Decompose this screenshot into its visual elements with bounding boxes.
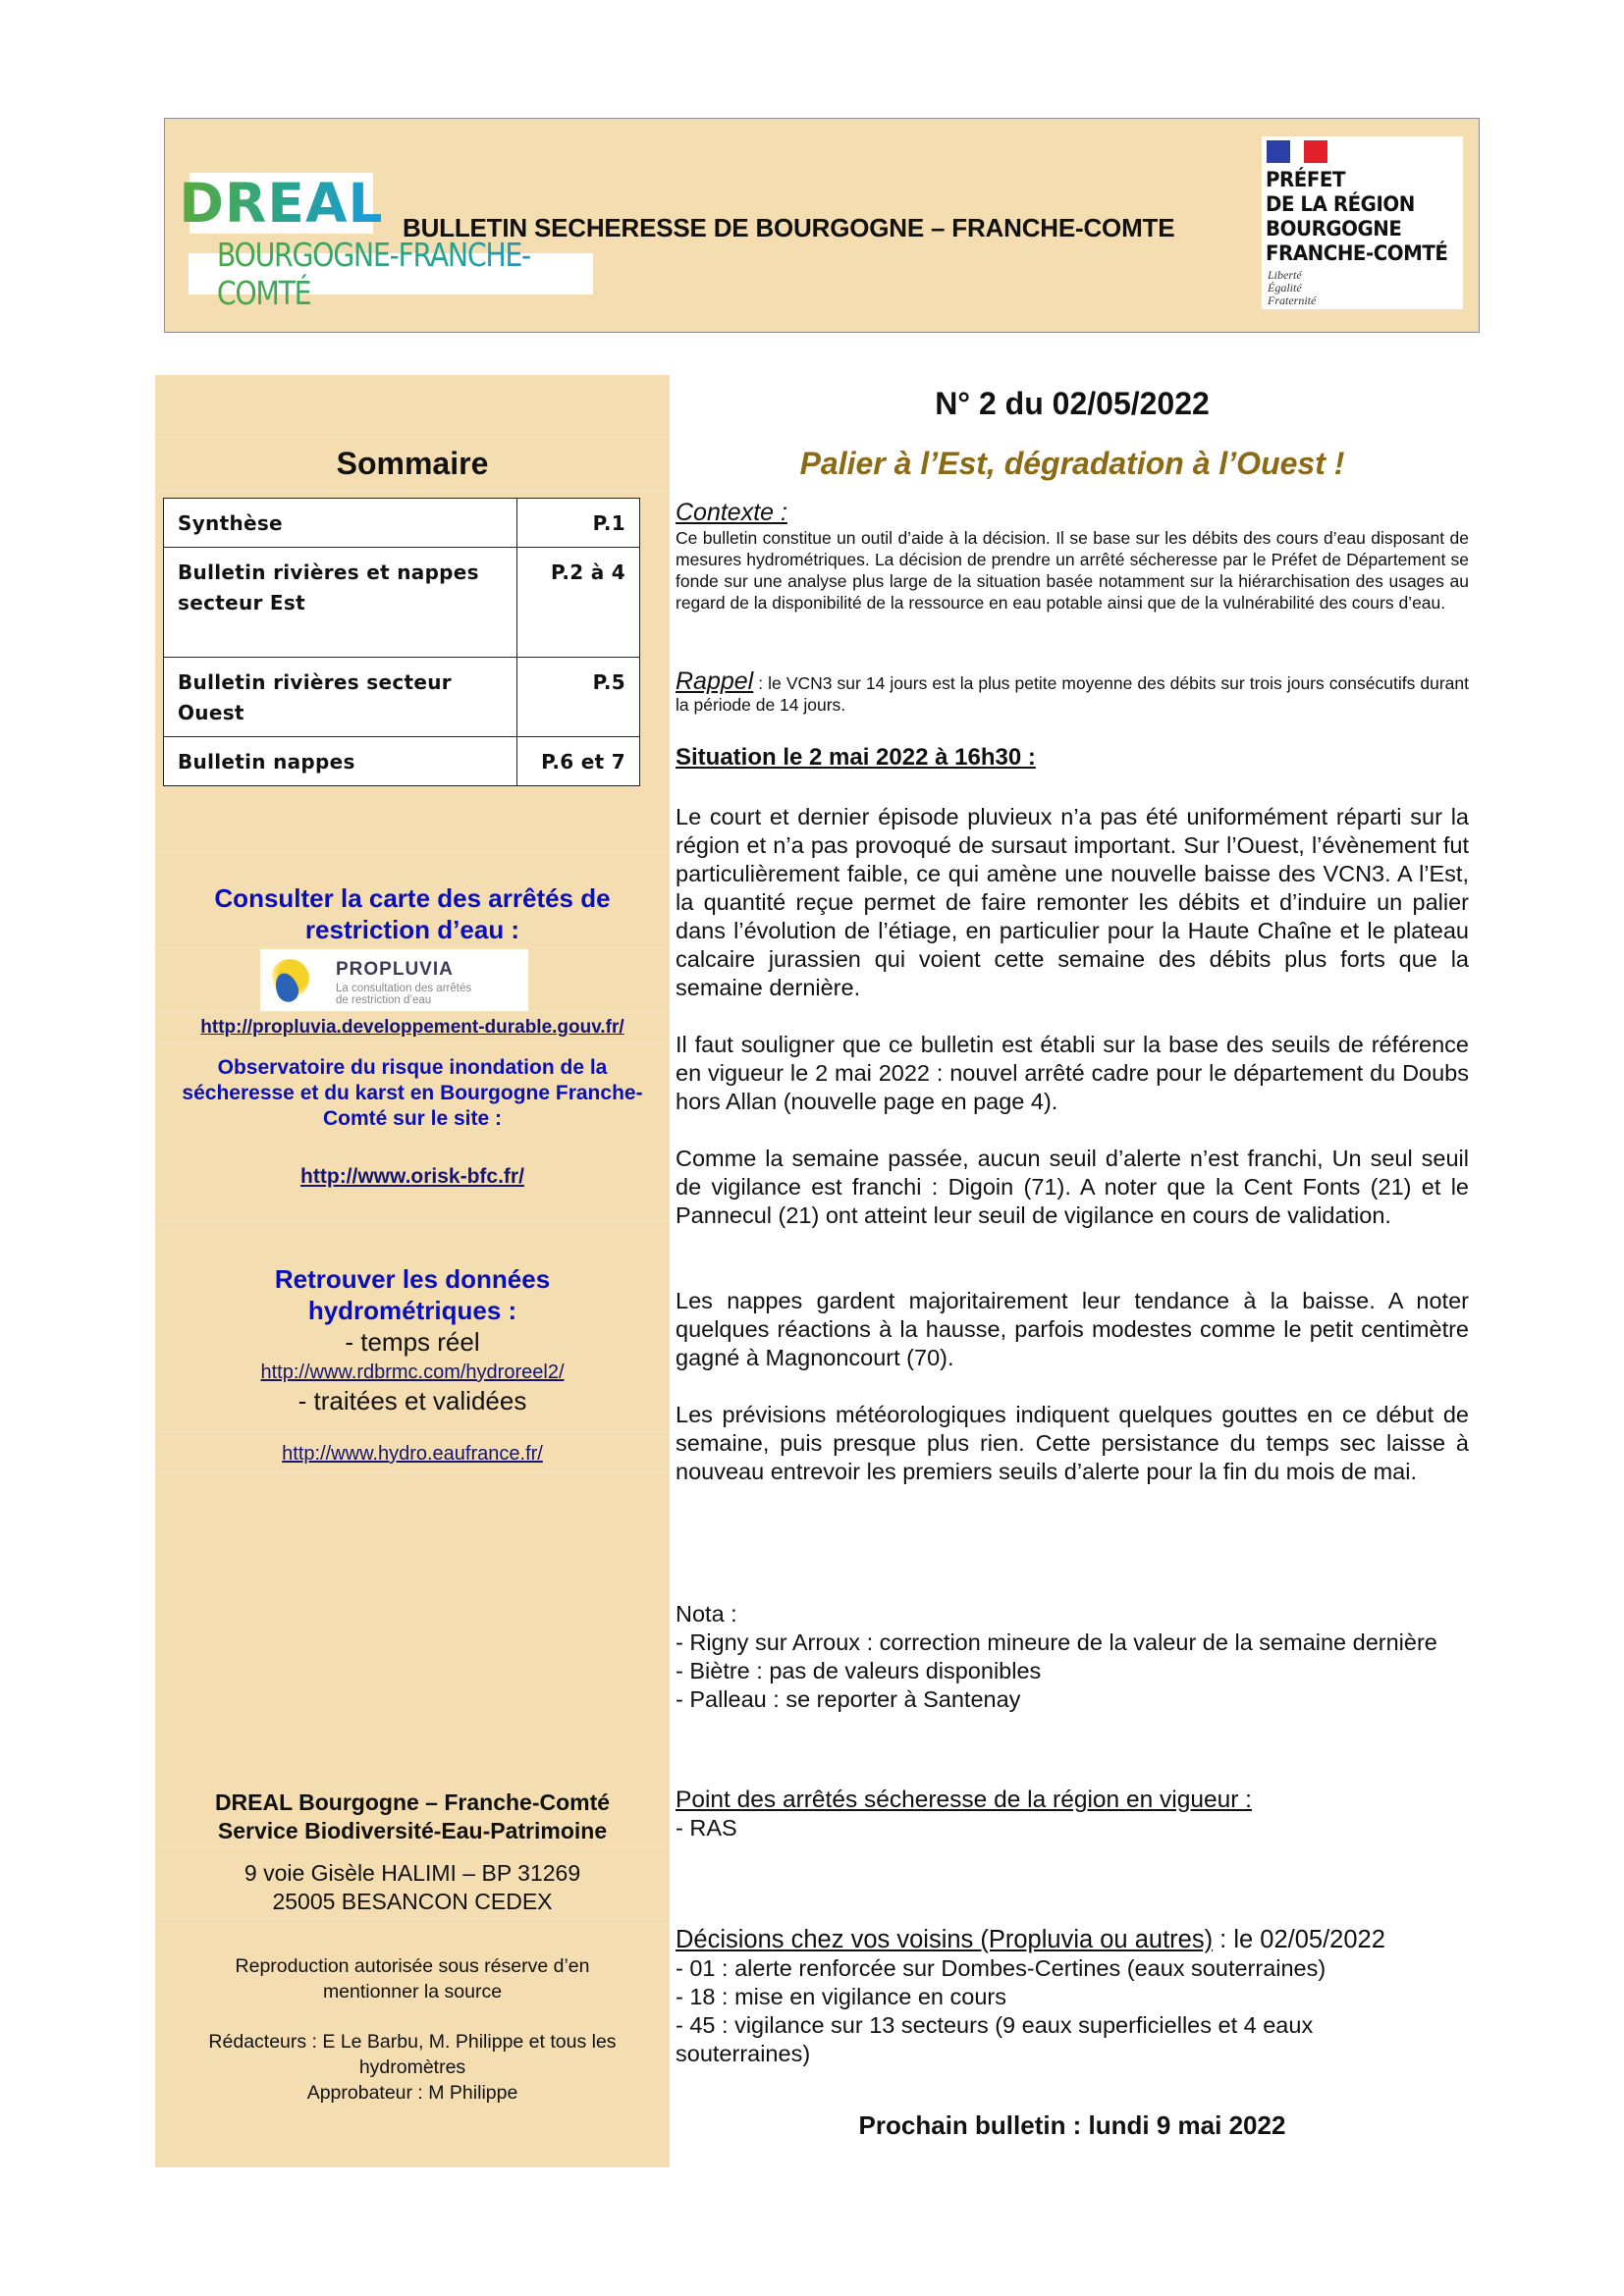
rappel-text: : le VCN3 sur 14 jours est la plus petite moyenne des débits sur trois jours consécutifs durant la période de 14 jours. bbox=[676, 673, 1469, 715]
dreal-logo bbox=[179, 171, 384, 235]
voisins-item: - 01 : alerte renforcée sur Dombes-Certines (eaux souterraines) bbox=[676, 1955, 1326, 1981]
toc-page: P.2 à 4 bbox=[517, 548, 640, 658]
approbateur: Approbateur : M Philippe bbox=[306, 2082, 518, 2104]
toc-row[interactable] bbox=[164, 499, 640, 548]
toc-row[interactable] bbox=[164, 737, 640, 786]
rappel-section bbox=[676, 667, 1469, 716]
nota-section bbox=[676, 1600, 1469, 1714]
reproduction-note: Reproduction autorisée sous réserve d’en mentionner la source bbox=[235, 1955, 590, 2002]
toc-table bbox=[163, 498, 640, 786]
voisins-item: - 18 : mise en vigilance en cours bbox=[676, 1984, 1006, 2009]
sidebar bbox=[155, 375, 670, 2167]
hydro-eaufrance-link[interactable]: http://www.hydro.eaufrance.fr/ bbox=[282, 1443, 543, 1465]
toc-page: P.1 bbox=[517, 499, 640, 548]
toc-page: P.5 bbox=[517, 658, 640, 737]
orisk-link[interactable]: http://www.orisk-bfc.fr/ bbox=[300, 1165, 524, 1188]
sommaire-title: Sommaire bbox=[336, 446, 489, 481]
hydro-heading: Retrouver les données hydrométriques : bbox=[274, 1264, 551, 1325]
devise: Liberté Égalité Fraternité bbox=[1268, 268, 1317, 307]
situation-heading: Situation le 2 mai 2022 à 16h30 : bbox=[676, 744, 1036, 771]
nota-label: Nota : bbox=[676, 1601, 737, 1627]
headline: Palier à l’Est, dégradation à l’Ouest ! bbox=[799, 446, 1345, 481]
observatoire-heading: Observatoire du risque inondation de la sécheresse et du karst en Bourgogne Franche-Comté sur le site : bbox=[182, 1056, 643, 1130]
arretes-heading: Point des arrêtés sécheresse de la région en vigueur : bbox=[676, 1787, 1252, 1813]
toc-label: Bulletin rivières et nappes secteur Est bbox=[164, 548, 517, 658]
bulletin-number: N° 2 du 02/05/2022 bbox=[935, 386, 1210, 421]
bulletin-title: BULLETIN SECHERESSE DE BOURGOGNE – FRANCHE-COMTE bbox=[403, 213, 1175, 242]
voisins-heading: Décisions chez vos voisins (Propluvia ou autres) bbox=[676, 1926, 1214, 1953]
prefet-logo-text: PRÉFET DE LA RÉGION BOURGOGNE FRANCHE-COMTÉ bbox=[1266, 168, 1448, 266]
region-logo-text: BOURGOGNE-FRANCHE-COMTÉ bbox=[217, 236, 565, 312]
prefet-logo bbox=[1262, 136, 1463, 309]
propluvia-link[interactable]: http://propluvia.developpement-durable.gouv.fr/ bbox=[200, 1017, 624, 1038]
address-block: 9 voie Gisèle HALIMI – BP 31269 25005 BESANCON CEDEX bbox=[244, 1860, 581, 1914]
region-logo bbox=[189, 236, 593, 312]
redacteurs: Rédacteurs : E Le Barbu, M. Philippe et tous les hydromètres bbox=[208, 2031, 617, 2078]
temps-reel-label: - temps réel bbox=[345, 1327, 480, 1357]
header-banner bbox=[164, 118, 1480, 333]
nota-item: - Rigny sur Arroux : correction mineure de la valeur de la semaine dernière bbox=[676, 1629, 1437, 1655]
arretes-section bbox=[676, 1786, 1469, 1842]
paragraph: Le court et dernier épisode pluvieux n’a pas été uniformément réparti sur la région et n’a pas provoqué de sursaut important. Sur l’Ouest, l’évènement fut particulièrement faible, ce qui amène une nouvelle baisse des VCN3. A l’Est, la quantité reçue permet de faire remonter les débits et d’induire un palier dans l’évolution de l’étiage, en particulier pour la Haute Chaîne et le plateau calcaire jurassien qui voient cette semaine des débits plus forts que la semaine dernière. bbox=[676, 804, 1469, 1000]
org-block: DREAL Bourgogne – Franche-Comté Service Biodiversité-Eau-Patrimoine bbox=[214, 1789, 611, 1843]
marianne-flag-icon bbox=[1267, 140, 1327, 163]
paragraph: Comme la semaine passée, aucun seuil d’alerte n’est franchi, Un seul seuil de vigilance est franchi : Digoin (71). A noter que la Cent Fonts (21) et le Pannecul (21) ont atteint leur seuil de vigilance en cours de validation. bbox=[676, 1146, 1469, 1228]
toc-label: Synthèse bbox=[164, 499, 517, 548]
voisins-section bbox=[676, 1926, 1469, 2068]
toc-row[interactable] bbox=[164, 658, 640, 737]
propluvia-logo[interactable]: PROPLUVIA La consultation des arrêtés de restriction d’eau bbox=[260, 949, 528, 1012]
toc-label: Bulletin rivières secteur Ouest bbox=[164, 658, 517, 737]
paragraph: Les prévisions météorologiques indiquent quelques gouttes en ce début de semaine, puis presque plus rien. Cette persistance du temps sec laisse à nouveau entrevoir les premiers seuils d’alerte pour la fin du mois de mai. bbox=[676, 1402, 1469, 1484]
contexte-section bbox=[676, 499, 1469, 614]
arretes-item: - RAS bbox=[676, 1815, 737, 1841]
voisins-date: : le 02/05/2022 bbox=[1213, 1926, 1385, 1953]
rdbrmc-link[interactable]: http://www.rdbrmc.com/hydroreel2/ bbox=[260, 1362, 565, 1383]
carte-heading: Consulter la carte des arrêtés de restriction d’eau : bbox=[214, 883, 611, 944]
next-bulletin: Prochain bulletin : lundi 9 mai 2022 bbox=[858, 2110, 1286, 2140]
contexte-text: Ce bulletin constitue un outil d’aide à la décision. Il se base sur les débits des cours d’eau disposant de mesures hydrométriques. La décision de prendre un arrêté sécheresse par le Préfet de Département se fonde sur une analyse plus large de la situation basée notamment sur la hiérarchisation des usages au regard de la disponibilité de la ressource en eau potable ainsi que de la vulnérabilité des cours d’eau. bbox=[676, 528, 1469, 613]
contexte-label: Contexte : bbox=[676, 499, 787, 526]
nota-item: - Biètre : pas de valeurs disponibles bbox=[676, 1658, 1042, 1683]
dreal-logo-text: DREAL bbox=[179, 171, 384, 235]
validees-label: - traitées et validées bbox=[298, 1386, 527, 1415]
paragraph: Il faut souligner que ce bulletin est établi sur la base des seuils de référence en vigueur le 2 mai 2022 : nouvel arrêté cadre pour le département du Doubs hors Allan (nouvelle page en page 4). bbox=[676, 1032, 1469, 1114]
toc-page: P.6 et 7 bbox=[517, 737, 640, 786]
nota-item: - Palleau : se reporter à Santenay bbox=[676, 1686, 1021, 1712]
voisins-item: - 45 : vigilance sur 13 secteurs (9 eaux superficielles et 4 eaux souterraines) bbox=[676, 2012, 1314, 2066]
paragraph: Les nappes gardent majoritairement leur tendance à la baisse. A noter quelques réactions à la hausse, parfois modestes comme le petit centimètre gagné à Magnoncourt (70). bbox=[676, 1288, 1469, 1370]
rappel-label: Rappel bbox=[676, 667, 754, 695]
toc-label: Bulletin nappes bbox=[164, 737, 517, 786]
toc-row[interactable] bbox=[164, 548, 640, 658]
